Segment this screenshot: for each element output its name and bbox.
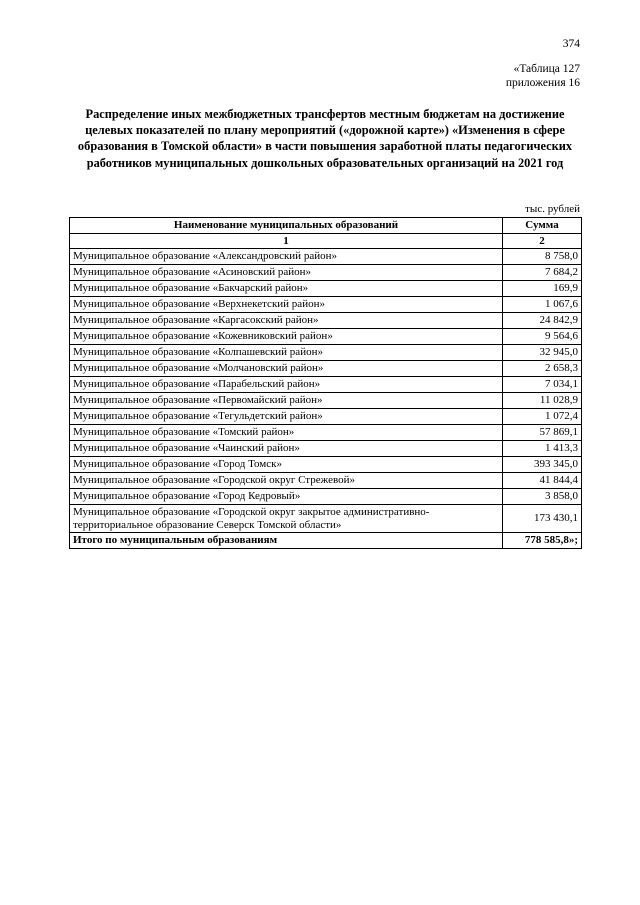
- amount: 169,9: [503, 281, 582, 297]
- amount: 7 034,1: [503, 377, 582, 393]
- amount: 2 658,3: [503, 361, 582, 377]
- table-row: [70, 313, 582, 329]
- table-header-row: [70, 218, 582, 234]
- document-title: Распределение иных межбюджетных трансфертов местным бюджетам на достижение целевых показателей по плану мероприятий («дорожной карте») «Изменения в сфере образования в Томской области» в части повышения заработной платы педагогических работников муниципальных дошкольных образовательных организаций на 2021 год: [77, 107, 573, 170]
- municipality-name: Муниципальное образование «Городской округ закрытое административно-территориальное образование Северск Томской области»: [70, 505, 503, 533]
- municipality-name: Муниципальное образование «Парабельский район»: [70, 377, 503, 393]
- table-row: [70, 345, 582, 361]
- units-label: тыс. рублей: [525, 203, 580, 215]
- municipality-name: Муниципальное образование «Первомайский район»: [70, 393, 503, 409]
- column-index-row: [70, 233, 582, 249]
- total-row: [70, 533, 582, 549]
- table-row: [70, 489, 582, 505]
- reference-line-2: приложения 16: [505, 77, 580, 89]
- total-label: Итого по муниципальным образованиям: [70, 533, 503, 549]
- table-row: [70, 473, 582, 489]
- column-index-1: 1: [70, 233, 503, 249]
- municipality-name: Муниципальное образование «Город Томск»: [70, 457, 503, 473]
- amount: 3 858,0: [503, 489, 582, 505]
- amount: 41 844,4: [503, 473, 582, 489]
- header-sum: Сумма: [503, 218, 582, 234]
- amount: 8 758,0: [503, 249, 582, 265]
- amount: 1 072,4: [503, 409, 582, 425]
- table-row: [70, 297, 582, 313]
- municipality-name: Муниципальное образование «Город Кедровый»: [70, 489, 503, 505]
- municipality-name: Муниципальное образование «Молчановский район»: [70, 361, 503, 377]
- amount: 32 945,0: [503, 345, 582, 361]
- table-row: [70, 457, 582, 473]
- table-row: [70, 265, 582, 281]
- amount: 1 067,6: [503, 297, 582, 313]
- municipality-name: Муниципальное образование «Асиновский район»: [70, 265, 503, 281]
- table-row: [70, 281, 582, 297]
- table-row: [70, 329, 582, 345]
- table-row: [70, 425, 582, 441]
- municipality-name: Муниципальное образование «Томский район»: [70, 425, 503, 441]
- reference-line-1: «Таблица 127: [513, 63, 580, 75]
- amount: 7 684,2: [503, 265, 582, 281]
- amount: 11 028,9: [503, 393, 582, 409]
- municipality-name: Муниципальное образование «Колпашевский район»: [70, 345, 503, 361]
- budget-table: [69, 217, 582, 549]
- amount: 173 430,1: [503, 505, 582, 533]
- column-index-2: 2: [503, 233, 582, 249]
- table-row: [70, 409, 582, 425]
- table-row: [70, 441, 582, 457]
- municipality-name: Муниципальное образование «Каргасокский район»: [70, 313, 503, 329]
- amount: 24 842,9: [503, 313, 582, 329]
- amount: 9 564,6: [503, 329, 582, 345]
- table-row: [70, 505, 582, 533]
- table-row: [70, 361, 582, 377]
- table-row: [70, 377, 582, 393]
- amount: 1 413,3: [503, 441, 582, 457]
- municipality-name: Муниципальное образование «Верхнекетский район»: [70, 297, 503, 313]
- amount: 393 345,0: [503, 457, 582, 473]
- total-amount: 778 585,8»;: [503, 533, 582, 549]
- municipality-name: Муниципальное образование «Городской округ Стрежевой»: [70, 473, 503, 489]
- municipality-name: Муниципальное образование «Чаинский район»: [70, 441, 503, 457]
- table-row: [70, 249, 582, 265]
- municipality-name: Муниципальное образование «Кожевниковский район»: [70, 329, 503, 345]
- municipality-name: Муниципальное образование «Александровский район»: [70, 249, 503, 265]
- header-name: Наименование муниципальных образований: [70, 218, 503, 234]
- amount: 57 869,1: [503, 425, 582, 441]
- municipality-name: Муниципальное образование «Тегульдетский район»: [70, 409, 503, 425]
- table-row: [70, 393, 582, 409]
- page-number: 374: [562, 38, 580, 50]
- municipality-name: Муниципальное образование «Бакчарский район»: [70, 281, 503, 297]
- table-reference: [506, 62, 580, 90]
